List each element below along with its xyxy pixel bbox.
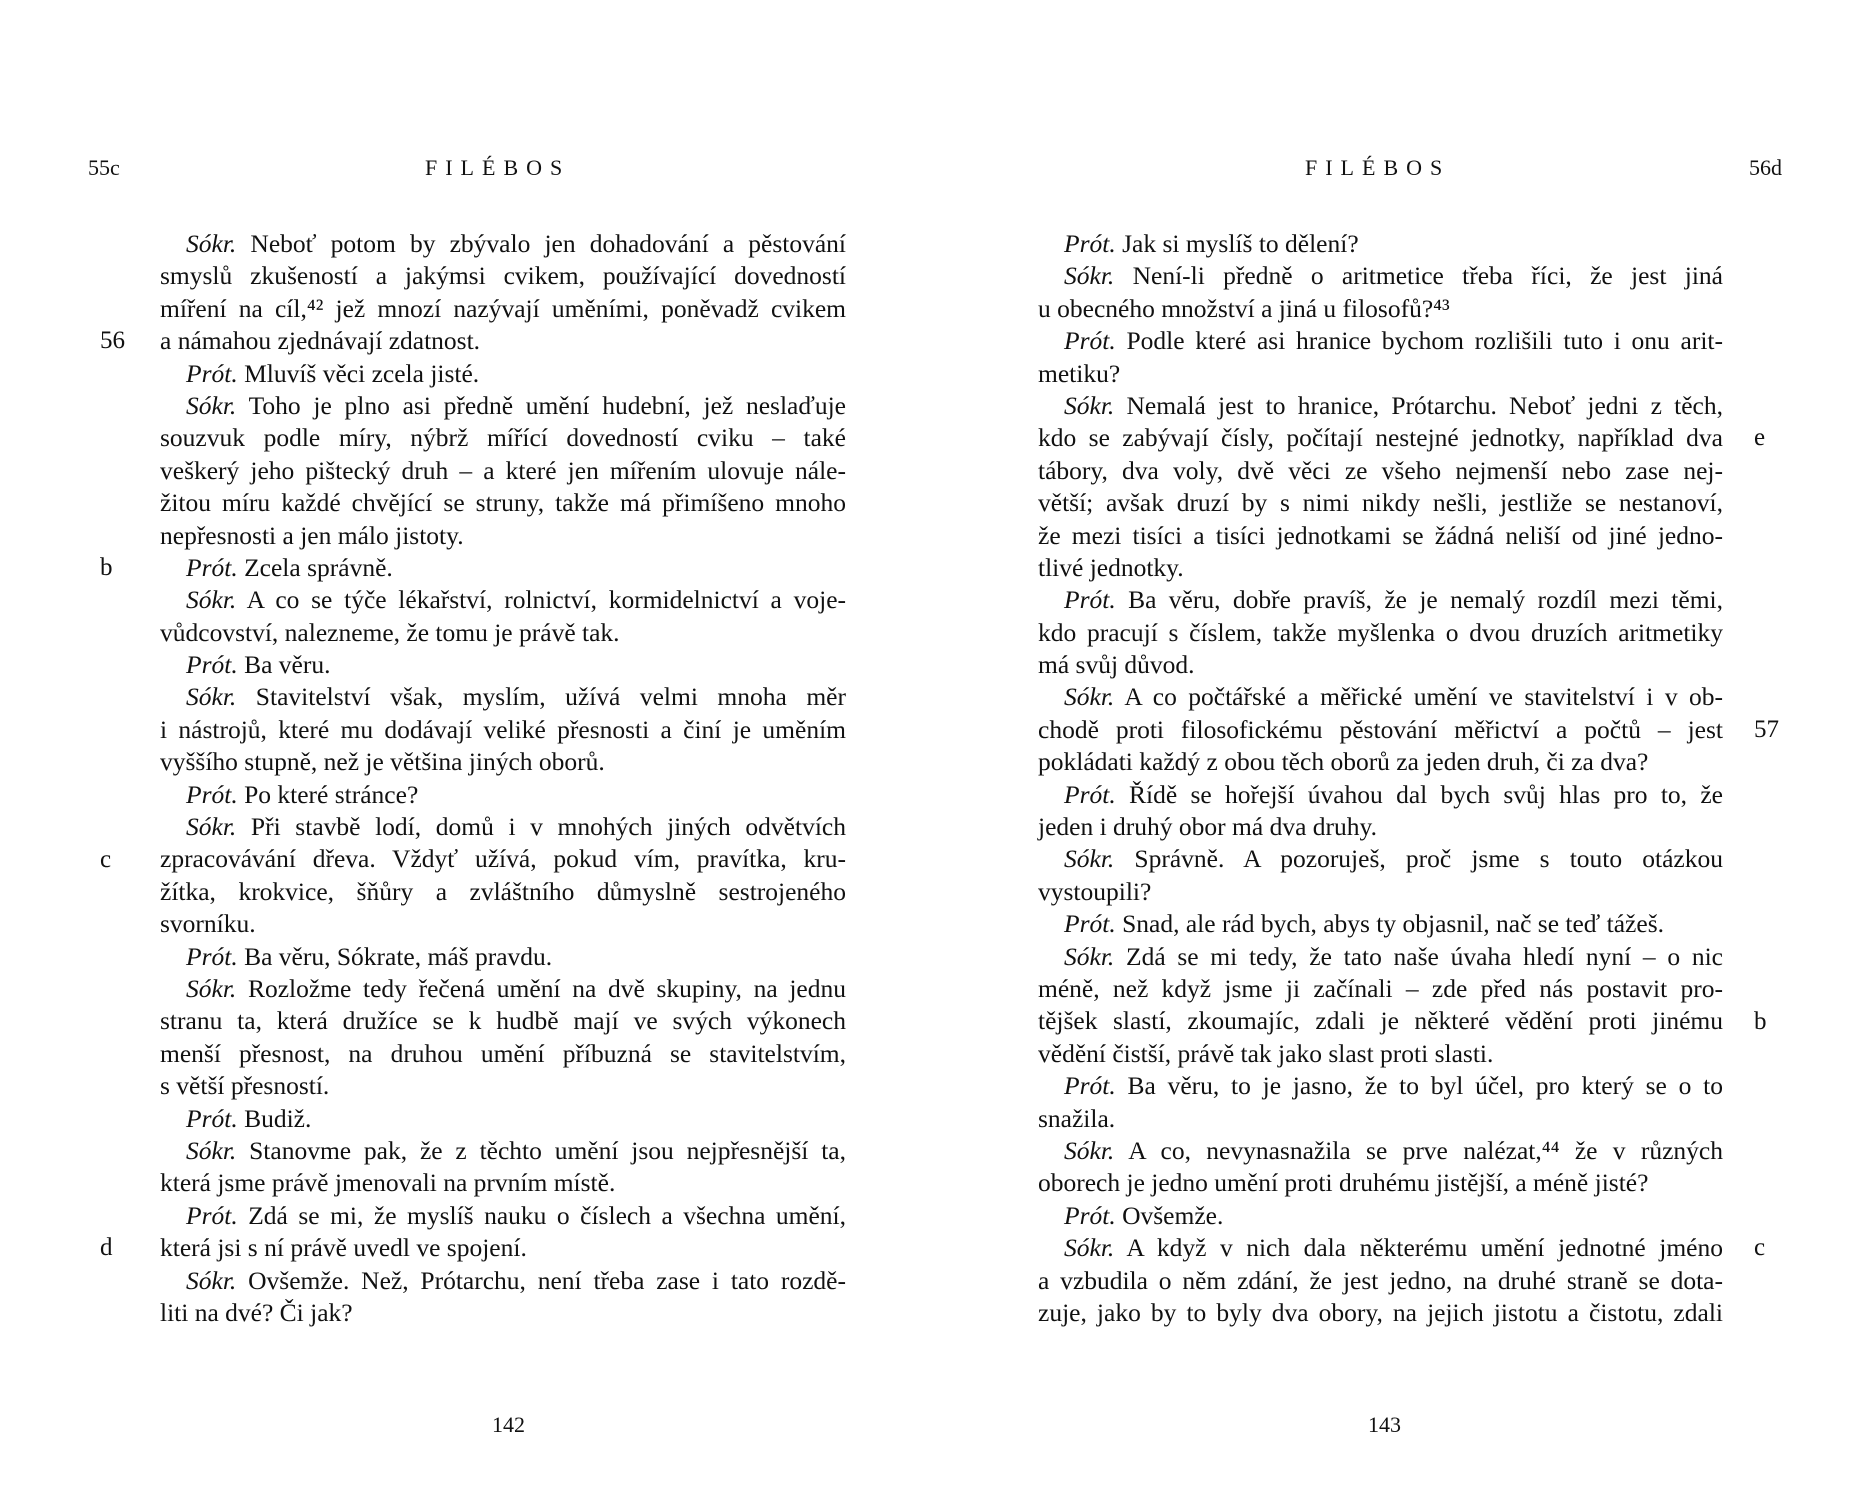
- text-line: [160, 358, 846, 390]
- line-text: A co se týče lékařství, rolnictví, kormidelnictví a voje-: [236, 585, 846, 615]
- page-number: 143: [1368, 1412, 1401, 1437]
- line-text: tějšek slastí, zkoumajíc, zdali je některé vědění proti jinému: [1038, 1006, 1723, 1036]
- text-line: [160, 779, 846, 811]
- line-text: žitou míru každé chvějící se struny, takže má přimíšeno mnoho: [160, 488, 846, 518]
- margin-stephanus-ref: c: [100, 845, 112, 873]
- text-line: [1038, 843, 1723, 875]
- text-line: [1038, 1200, 1723, 1232]
- speaker-label: Sókr.: [1064, 682, 1115, 712]
- speaker-label: Sókr.: [1064, 1233, 1115, 1263]
- text-line: [160, 1038, 846, 1070]
- text-line: [1038, 876, 1723, 908]
- section-reference: 56d: [1749, 155, 1782, 180]
- line-text: míření na cíl,⁴² jež mnozí nazývají uměními, poněvadž cvikem: [160, 293, 846, 323]
- line-text: Ba věru, Sókrate, máš pravdu.: [237, 941, 553, 971]
- text-line: [1038, 1135, 1723, 1167]
- line-text: Zdá se mi tedy, že tato naše úvaha hledí nyní – o nic: [1114, 941, 1723, 971]
- text-line: [1038, 973, 1723, 1005]
- line-text: žítka, krokvice, šňůry a zvláštního důmyslně sestrojeného: [160, 876, 846, 906]
- margin-stephanus-ref: e: [1754, 424, 1766, 452]
- speaker-label: Prót.: [1064, 326, 1116, 356]
- text-line: [160, 1005, 846, 1037]
- line-text: snažila.: [1038, 1103, 1116, 1133]
- text-line: [160, 1167, 846, 1199]
- text-line: [1038, 1103, 1723, 1135]
- margin-stephanus-ref: b: [100, 554, 113, 581]
- line-text: Při stavbě lodí, domů i v mnohých jiných odvětvích: [236, 812, 846, 842]
- text-line: [160, 681, 846, 713]
- line-text: A když v nich dala některému umění jednotné jméno: [1114, 1233, 1723, 1263]
- text-line: [160, 617, 846, 649]
- running-title: FILÉBOS: [425, 155, 571, 180]
- text-line: [160, 552, 846, 584]
- text-line: [160, 1070, 846, 1102]
- margin-stephanus-ref: 56: [100, 327, 125, 355]
- text-line: [160, 487, 846, 519]
- line-text: Nemalá jest to hranice, Prótarchu. Neboť jedni z těch,: [1114, 390, 1723, 420]
- section-reference: 55c: [88, 155, 120, 180]
- line-text: souzvuk podle míry, nýbrž mířící dovedností cviku – také: [160, 423, 846, 453]
- speaker-label: Sókr.: [186, 229, 237, 258]
- text-line: [1038, 358, 1723, 390]
- line-text: větší; avšak druzí by s nimi nikdy nešli, jestliže se nestanoví,: [1038, 488, 1723, 518]
- text-line: [1038, 714, 1723, 746]
- speaker-label: Prót.: [186, 941, 238, 971]
- line-text: Mluvíš věci zcela jisté.: [237, 358, 480, 388]
- margin-stephanus-ref: b: [1754, 1007, 1767, 1035]
- body-text: [1038, 228, 1723, 1329]
- line-text: kdo se zabývají čísly, počítají nestejné jednotky, například dva: [1038, 423, 1723, 453]
- line-text: Budiž.: [237, 1103, 312, 1133]
- line-text: že mezi tisíci a tisíci jednotkami se žádná neliší od jiné jedno-: [1038, 520, 1723, 550]
- text-line: [160, 941, 846, 973]
- text-line: [160, 649, 846, 681]
- line-text: Ba věru, dobře pravíš, že je nemalý rozdíl mezi těmi,: [1115, 585, 1723, 615]
- text-line: [1038, 1167, 1723, 1199]
- speaker-label: Sókr.: [186, 682, 237, 712]
- line-text: vyššího stupně, než je většina jiných oborů.: [160, 747, 605, 777]
- line-text: A co, nevynasnažila se prve nalézat,⁴⁴ že v různých: [1114, 1135, 1723, 1165]
- text-line: [1038, 293, 1723, 325]
- line-text: Ba věru, to je jasno, že to byl účel, pro který se o to: [1115, 1071, 1723, 1101]
- text-line: [160, 325, 846, 357]
- text-line: [160, 1265, 846, 1297]
- line-text: Po které stránce?: [237, 779, 419, 809]
- speaker-label: Prót.: [1064, 909, 1116, 939]
- text-line: [160, 260, 846, 292]
- speaker-label: Prót.: [186, 1103, 238, 1133]
- line-text: Podle které asi hranice bychom rozlišili tuto i onu arit-: [1115, 326, 1723, 356]
- line-text: Ovšemže.: [1115, 1200, 1224, 1230]
- text-line: [160, 1103, 846, 1135]
- text-line: [1038, 908, 1723, 940]
- speaker-label: Sókr.: [1064, 390, 1115, 420]
- text-line: [160, 714, 846, 746]
- text-line: [1038, 584, 1723, 616]
- line-text: méně, než když jsme ji začínali – zde před nás postavit pro-: [1038, 973, 1723, 1003]
- line-text: Stavitelství však, myslím, užívá velmi mnoha měr: [236, 682, 846, 712]
- text-line: [1038, 390, 1723, 422]
- line-text: kdo pracují s číslem, takže myšlenka o dvou druzích aritmetiky: [1038, 617, 1723, 647]
- text-line: [1038, 1297, 1723, 1329]
- speaker-label: Sókr.: [186, 390, 237, 420]
- speaker-label: Sókr.: [186, 1265, 237, 1295]
- text-line: [160, 908, 846, 940]
- line-text: Zdá se mi, že myslíš nauku o číslech a všechna umění,: [237, 1200, 846, 1230]
- line-text: a vzbudila o něm zdání, že jest jedno, na druhé straně se dota-: [1038, 1265, 1723, 1295]
- text-line: [1038, 649, 1723, 681]
- running-title: FILÉBOS: [1305, 155, 1451, 180]
- line-text: Zcela správně.: [237, 552, 393, 582]
- line-text: Řídě se hořejší úvahou dal bych svůj hlas pro to, že: [1115, 779, 1723, 809]
- text-line: [1038, 520, 1723, 552]
- text-line: [160, 584, 846, 616]
- text-line: [1038, 746, 1723, 778]
- text-line: [1038, 487, 1723, 519]
- line-text: vědění čistší, právě tak jako slast proti slasti.: [1038, 1038, 1494, 1068]
- text-line: [160, 1232, 846, 1264]
- text-line: [1038, 811, 1723, 843]
- line-text: Ovšemže. Než, Prótarchu, není třeba zase i tato rozdě-: [236, 1265, 846, 1295]
- line-text: svorníku.: [160, 909, 256, 939]
- text-line: [160, 811, 846, 843]
- line-text: menší přesnost, na druhou umění příbuzná se stavitelstvím,: [160, 1038, 846, 1068]
- line-text: zpracovávání dřeva. Vždyť užívá, pokud vím, pravítka, kru-: [160, 844, 846, 874]
- line-text: pokládati každý z obou těch oborů za jeden druh, či za dva?: [1038, 747, 1649, 777]
- line-text: má svůj důvod.: [1038, 650, 1195, 680]
- speaker-label: Prót.: [186, 1200, 238, 1230]
- text-line: [160, 293, 846, 325]
- line-text: Stanovme pak, že z těchto umění jsou nejpřesnější ta,: [236, 1135, 846, 1165]
- line-text: vystoupili?: [1038, 876, 1152, 906]
- text-line: [1038, 228, 1723, 260]
- line-text: zuje, jako by to byly dva obory, na jejich jistotu a čistotu, zdali: [1038, 1297, 1723, 1327]
- line-text: Toho je plno asi předně umění hudební, jež neslaďuje: [236, 390, 846, 420]
- text-line: [1038, 1070, 1723, 1102]
- text-line: [160, 228, 846, 260]
- line-text: Neboť potom by zbývalo jen dohadování a pěstování: [236, 229, 846, 258]
- line-text: veškerý jeho pištecký druh – a které jen mířením ulovuje nále-: [160, 455, 846, 485]
- speaker-label: Prót.: [186, 779, 238, 809]
- line-text: i nástrojů, které mu dodávají veliké přesnosti a činí je uměním: [160, 714, 846, 744]
- text-line: [160, 1200, 846, 1232]
- speaker-label: Sókr.: [1064, 261, 1115, 291]
- speaker-label: Prót.: [1064, 1071, 1116, 1101]
- speaker-label: Sókr.: [186, 1135, 237, 1165]
- text-line: [1038, 617, 1723, 649]
- line-text: oborech je jedno umění proti druhému jistější, a méně jisté?: [1038, 1168, 1649, 1198]
- speaker-label: Prót.: [1064, 779, 1116, 809]
- text-line: [1038, 1232, 1723, 1264]
- text-line: [160, 1135, 846, 1167]
- text-line: [1038, 422, 1723, 454]
- speaker-label: Sókr.: [1064, 1135, 1115, 1165]
- text-line: [1038, 325, 1723, 357]
- line-text: tlivé jednotky.: [1038, 552, 1184, 582]
- text-line: [160, 455, 846, 487]
- speaker-label: Sókr.: [1064, 941, 1115, 971]
- text-line: [1038, 552, 1723, 584]
- line-text: Jak si myslíš to dělení?: [1115, 229, 1359, 258]
- text-line: [1038, 779, 1723, 811]
- speaker-label: Prót.: [1064, 585, 1116, 615]
- line-text: tábory, dva voly, dvě věci ze všeho nejmenší nebo zase nej-: [1038, 455, 1723, 485]
- text-line: [160, 1297, 846, 1329]
- speaker-label: Prót.: [186, 358, 238, 388]
- line-text: Není-li předně o aritmetice třeba říci, že jest jiná: [1114, 261, 1723, 291]
- page-number: 142: [492, 1412, 525, 1437]
- text-line: [1038, 260, 1723, 292]
- margin-stephanus-ref: c: [1754, 1234, 1766, 1262]
- text-line: [1038, 681, 1723, 713]
- line-text: Ba věru.: [237, 650, 331, 680]
- line-text: liti na dvé? Či jak?: [160, 1297, 353, 1327]
- line-text: Rozložme tedy řečená umění na dvě skupiny, na jednu: [236, 973, 846, 1003]
- text-line: [160, 746, 846, 778]
- margin-stephanus-ref: 57: [1754, 716, 1779, 743]
- text-line: [160, 422, 846, 454]
- speaker-label: Prót.: [1064, 1200, 1116, 1230]
- line-text: smyslů zkušeností a jakýmsi cvikem, používající dovedností: [160, 261, 846, 291]
- text-line: [1038, 941, 1723, 973]
- line-text: u obecného množství a jiná u filosofů?⁴³: [1038, 293, 1450, 323]
- line-text: vůdcovství, nalezneme, že tomu je právě tak.: [160, 617, 620, 647]
- line-text: s větší přesností.: [160, 1071, 330, 1101]
- line-text: která jsi s ní právě uvedl ve spojení.: [160, 1233, 527, 1263]
- text-line: [160, 973, 846, 1005]
- speaker-label: Prót.: [186, 552, 238, 582]
- line-text: která jsme právě jmenovali na prvním místě.: [160, 1168, 616, 1198]
- text-line: [160, 843, 846, 875]
- line-text: Správně. A pozoruješ, proč jsme s touto otázkou: [1114, 844, 1723, 874]
- speaker-label: Prót.: [186, 650, 238, 680]
- line-text: metiku?: [1038, 358, 1121, 388]
- speaker-label: Sókr.: [1064, 844, 1115, 874]
- text-line: [160, 876, 846, 908]
- line-text: stranu ta, která družíce se k hudbě mají ve svých výkonech: [160, 1006, 846, 1036]
- line-text: jeden i druhý obor má dva druhy.: [1038, 812, 1377, 842]
- right-page: [931, 0, 1862, 1501]
- line-text: a námahou zjednávají zdatnost.: [160, 326, 481, 356]
- speaker-label: Sókr.: [186, 585, 237, 615]
- text-line: [1038, 1038, 1723, 1070]
- speaker-label: Prót.: [1064, 229, 1116, 258]
- text-line: [160, 390, 846, 422]
- text-line: [1038, 1005, 1723, 1037]
- line-text: A co počtářské a měřické umění ve stavitelství i v ob-: [1114, 682, 1723, 712]
- line-text: chodě proti filosofickému pěstování měřictví a počtů – jest: [1038, 714, 1723, 744]
- text-line: [1038, 1265, 1723, 1297]
- speaker-label: Sókr.: [186, 973, 237, 1003]
- speaker-label: Sókr.: [186, 812, 237, 842]
- line-text: Snad, ale rád bych, abys ty objasnil, nač se teď tážeš.: [1115, 909, 1664, 939]
- margin-stephanus-ref: d: [100, 1234, 113, 1262]
- text-line: [1038, 455, 1723, 487]
- line-text: nepřesnosti a jen málo jistoty.: [160, 520, 464, 550]
- text-line: [160, 520, 846, 552]
- body-text: [160, 228, 846, 1329]
